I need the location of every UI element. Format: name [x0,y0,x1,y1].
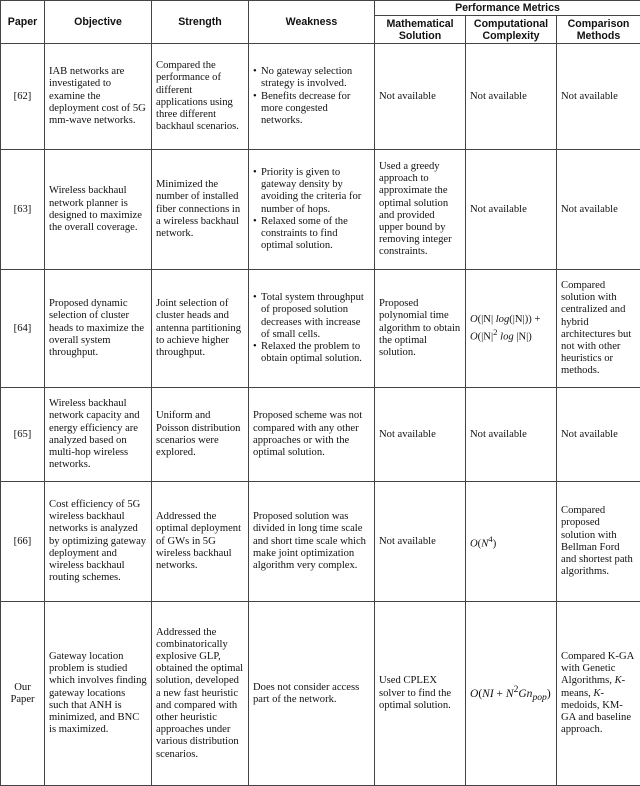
comparison-cell: Compared solution with centralized and hybrid architectures but not with other heuristics or methods. [557,270,640,388]
comparison-cell: Compared K-GA with Genetic Algorithms, K-means, K-medoids, KM-GA and baseline approach. [557,602,640,786]
weakness-cell: Proposed scheme was not compared with any other approaches or with the optimal solution. [249,388,375,482]
complexity-cell: O(|N| $\log(|N|)) + O(|N|^2$ log |N|) [466,270,557,388]
objective-cell: IAB networks are investigated to examine the deployment cost of 5G mm-wave networks. [45,44,152,150]
weakness-point: • No gateway selection strategy is involved. [253,66,370,90]
math-cell: Used a greedy approach to approximate the optimal solution and provided upper bound by removing integer constraints. [375,150,466,270]
strength-cell: Minimized the number of installed fiber connections in a wireless backhaul network. [152,150,249,270]
header-computational-complexity: Computational Complexity [466,16,557,44]
objective-cell: Gateway location problem is studied which involves finding gateway locations such that ANH is minimized, and BNC is maximized. [45,602,152,786]
paper-cell: [66] [1,482,45,602]
strength-cell: Addressed the combinatorically explosive GLP, obtained the optimal solution, developed a new fast heuristic and compared with other heuristic approaches under various distribution scenarios. [152,602,249,786]
paper-cell: [65] [1,388,45,482]
header-comparison-methods: Comparison Methods [557,16,640,44]
paper-cell: [63] [1,150,45,270]
comparison-cell: Not available [557,44,640,150]
objective-cell: Cost efficiency of 5G wireless backhaul networks is analyzed by optimizing gateway deployment and wireless backhaul routing schemes. [45,482,152,602]
paper-cell: [64] [1,270,45,388]
complexity-cell: Not available [466,150,557,270]
strength-cell: Addressed the optimal deployment of GWs in 5G wireless backhaul networks. [152,482,249,602]
math-cell: Not available [375,44,466,150]
strength-cell: Joint selection of cluster heads and antenna partitioning to achieve higher throughput. [152,270,249,388]
header-weakness: Weakness [249,1,375,44]
weakness-cell [249,44,375,150]
objective-cell: Wireless backhaul network capacity and energy efficiency are analyzed based on multi-hop wireless networks. [45,388,152,482]
paper-cell: Our Paper [1,602,45,786]
header-mathematical-solution: Mathematical Solution [375,16,466,44]
math-cell: Proposed polynomial time algorithm to obtain the optimal solution. [375,270,466,388]
table-row [1,270,640,388]
weakness-cell [249,150,375,270]
paper-cell: [62] [1,44,45,150]
table-row [1,44,640,150]
header-strength: Strength [152,1,249,44]
strength-cell: Uniform and Poisson distribution scenarios were explored. [152,388,249,482]
comparison-cell: Compared proposed solution with Bellman Ford and shortest path algorithms. [557,482,640,602]
complexity-cell: $O(N^4)$ [466,482,557,602]
header-paper: Paper [1,1,45,44]
comparison-cell: Not available [557,388,640,482]
weakness-point: • Relaxed the problem to obtain optimal solution. [253,341,370,365]
objective-cell: Proposed dynamic selection of cluster heads to maximize the overall system throughput. [45,270,152,388]
math-cell: Not available [375,388,466,482]
complexity-cell: $O(NI + N^2Gn_{pop})$ [466,602,557,786]
math-cell: Not available [375,482,466,602]
table-row [1,150,640,270]
weakness-point: • Total system throughput of proposed solution decreases with increase of small cells. [253,292,370,341]
table-row [1,602,640,786]
strength-cell: Compared the performance of different applications using three different backhaul scenarios. [152,44,249,150]
objective-cell: Wireless backhaul network planner is designed to maximize the overall coverage. [45,150,152,270]
comparison-cell: Not available [557,150,640,270]
weakness-cell: Does not consider access part of the network. [249,602,375,786]
weakness-point: • Relaxed some of the constraints to find optimal solution. [253,216,370,253]
weakness-cell: Proposed solution was divided in long time scale and short time scale which make joint optimization algorithm very complex. [249,482,375,602]
weakness-point: • Benefits decrease for more congested networks. [253,91,370,128]
header-objective: Objective [45,1,152,44]
weakness-point: • Priority is given to gateway density by avoiding the criteria for number of hops. [253,167,370,216]
weakness-cell [249,270,375,388]
table-row [1,388,640,482]
complexity-cell: Not available [466,388,557,482]
table-row [1,482,640,602]
complexity-cell: Not available [466,44,557,150]
math-cell: Used CPLEX solver to find the optimal solution. [375,602,466,786]
header-performance-metrics: Performance Metrics [375,1,640,16]
